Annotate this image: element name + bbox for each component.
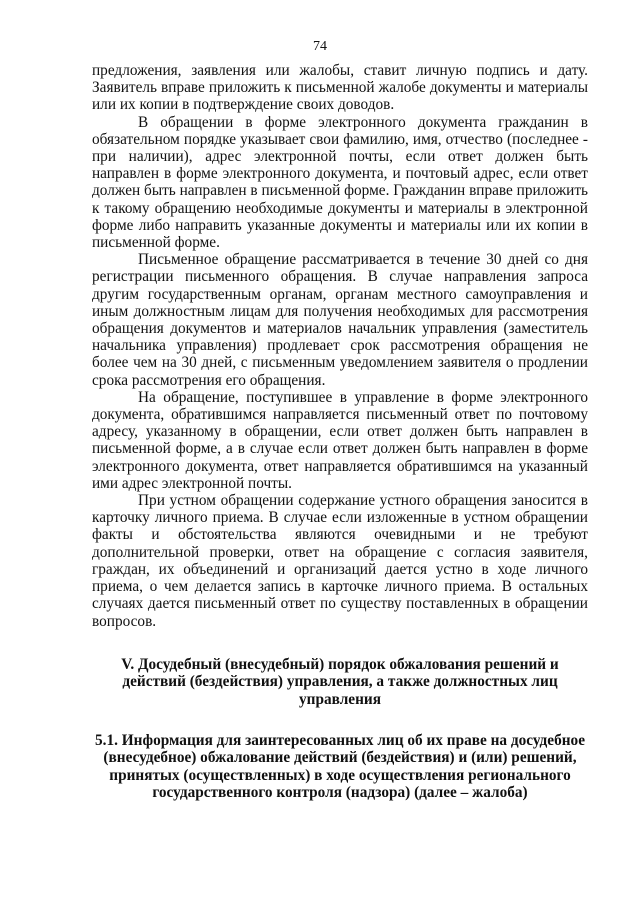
paragraph-electronic-reply: На обращение, поступившее в управление в форме электронного документа, обратившимся направляется письменный ответ по почтовому адресу, указанному в обращении, если ответ должен быть направлен в письменной форме, а в случае если ответ должен быть направлен в форме электронного документа, ответ направляется обратившимся на указанный ими адрес электронной почты.: [92, 388, 588, 492]
page-number: 74: [313, 39, 327, 54]
paragraph-electronic-document: В обращении в форме электронного документа гражданин в обязательном порядке указывает свои фамилию, имя, отчество (последнее - при наличии), адрес электронной почты, если ответ должен быть направлен в форме электронного документа, и почтовый адрес, если ответ должен быть направлен в письменной форме. Гражданин вправе приложить к такому обращению необходимые документы и материалы в электронной форме либо направить указанные документы и материалы или их копии в письменной форме.: [92, 113, 588, 252]
document-body: [92, 62, 588, 802]
paragraph-continuation: предложения, заявления или жалобы, ставит личную подпись и дату. Заявитель вправе приложить к письменной жалобе документы и материалы или их копии в подтверждение своих доводов.: [92, 62, 588, 114]
subsection-heading: 5.1. Информация для заинтересованных лиц об их праве на досудебное (внесудебное) обжалование действий (бездействия) и (или) решений, принятых (осуществленных) в ходе осуществления регионального государственного контроля (надзора) (далее – жалоба): [95, 731, 585, 802]
paragraph-oral-appeal: При устном обращении содержание устного обращения заносится в карточку личного приема. В случае если изложенные в устном обращении факты и обстоятельства являются очевидными и не требуют дополнительной проверки, ответ на обращение с согласия заявителя, граждан, их объединений и организаций дается устно в ходе личного приема, о чем делается запись в карточке личного приема. В остальных случаях дается письменный ответ по существу поставленных в обращении вопросов.: [92, 492, 588, 630]
paragraph-review-period: Письменное обращение рассматривается в течение 30 дней со дня регистрации письменного обращения. В случае направления запроса другим государственным органам, органам местного самоуправления и иным должностным лицам для получения необходимых для рассмотрения обращения документов и материалов начальник управления (заместитель начальника управления) продлевает срок рассмотрения обращения не более чем на 30 дней, с письменным уведомлением заявителя о продлении срока рассмотрения его обращения.: [92, 251, 588, 389]
section-heading: V. Досудебный (внесудебный) порядок обжалования решений и действий (бездействия) управления, а также должностных лиц управления: [121, 655, 559, 708]
